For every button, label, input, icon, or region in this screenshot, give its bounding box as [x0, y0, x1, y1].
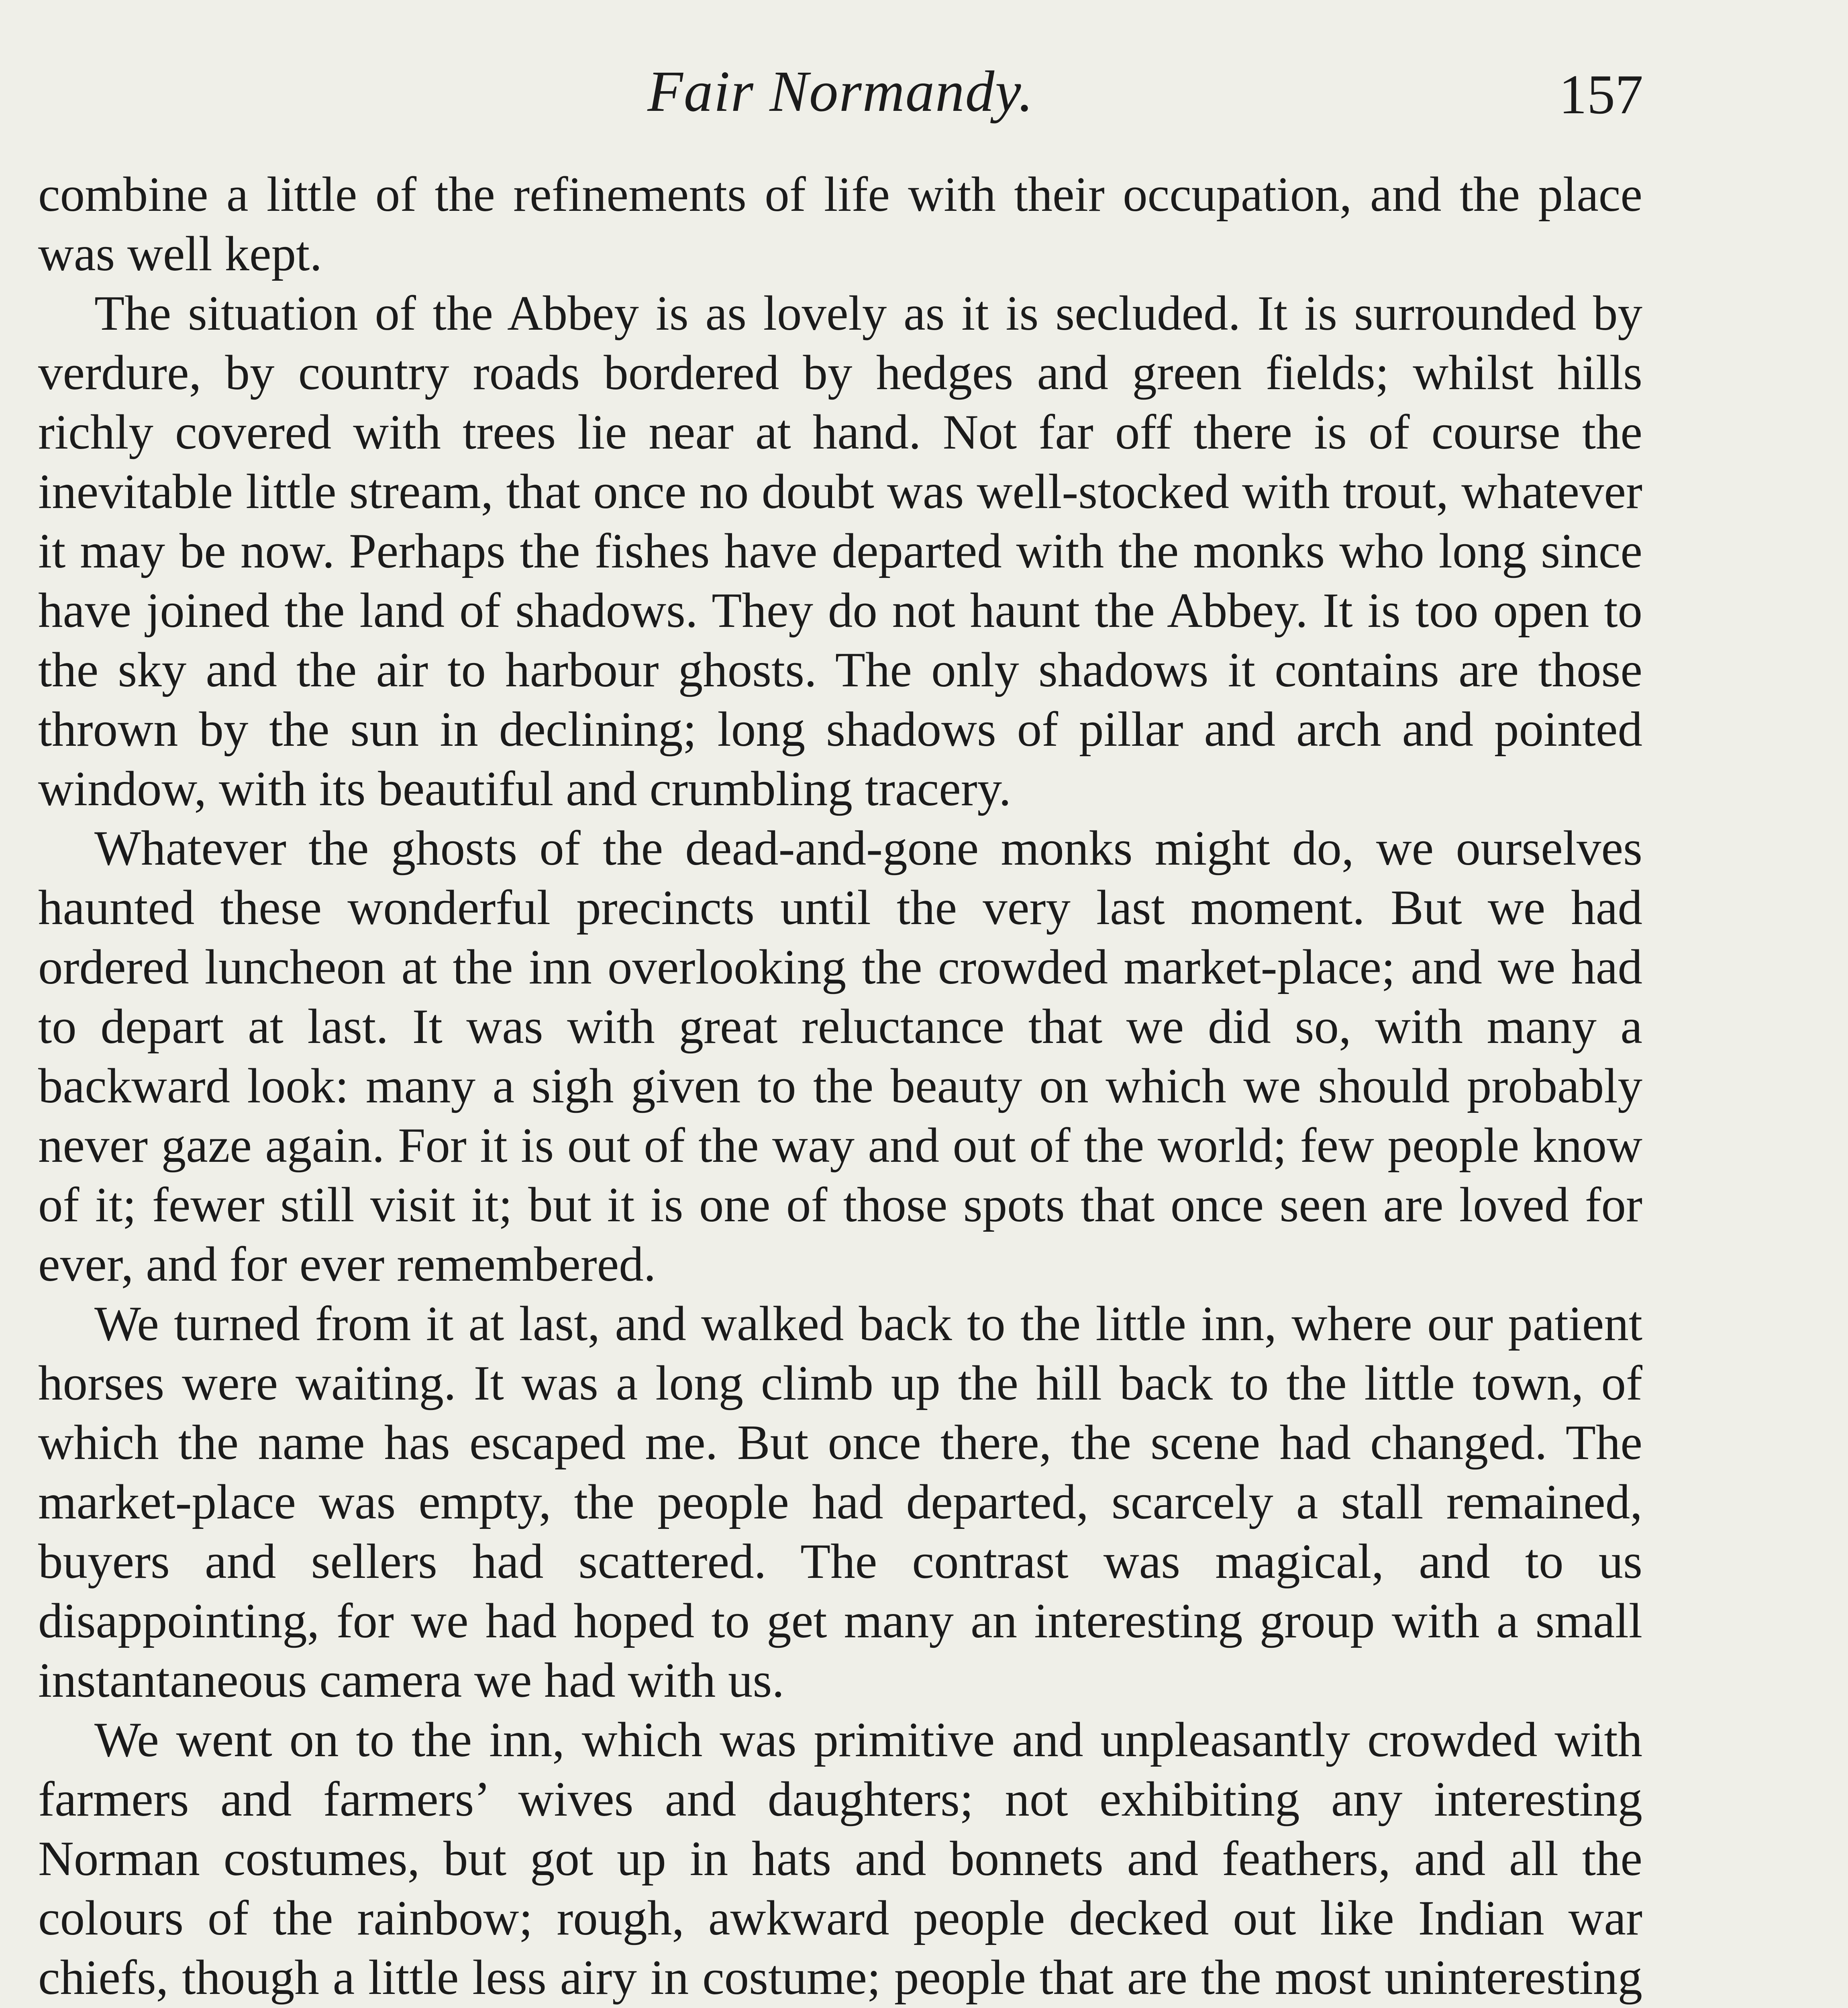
page-number: 157 — [1559, 63, 1643, 126]
paragraph-3: Whatever the ghosts of the dead-and-gone monks might do, we ourselves haunted these wonderful precincts until the very last moment. But we had ordered luncheon at the inn overlooking the crowded market-place; and we had to depart at last. It was with great reluctance that we did so, with many a backward look: many a sigh given to the beauty on which we should probably never gaze again. For it is out of the way and out of the world; few people know of it; fewer still visit it; but it is one of those spots that once seen are loved for ever, and for ever remembered. — [38, 820, 1642, 1292]
paragraph-1: combine a little of the refinements of life with their occupation, and the place was well kept. — [38, 167, 1642, 281]
paragraph-2: The situation of the Abbey is as lovely as it is secluded. It is surrounded by verdure, by country roads bordered by hedges and green fields; whilst hills richly covered with trees lie near at hand. Not far off there is of course the inevitable little stream, that once no doubt was well-stocked with trout, whatever it may be now. Perhaps the fishes have departed with the monks who long since have joined the land of shadows. They do not haunt the Abbey. It is too open to the sky and the air to harbour ghosts. The only shadows it contains are those thrown by the sun in declining; long shadows of pillar and arch and pointed window, with its beautiful and crumbling tracery. — [38, 286, 1642, 816]
paragraph-5: We went on to the inn, which was primitive and unpleasantly crowded with farmers and farmers’ wives and daughters; not exhibiting any interesting Norman costumes, but got up in hats and bonnets and feathers, and all the colours of the rainbow; rough, awkward people decked out like Indian war chiefs, though a little less airy in costume; people that are the most uninteresting — [38, 1712, 1642, 2005]
running-title: Fair Normandy. — [647, 59, 1034, 124]
page-header — [38, 48, 1643, 129]
page-body — [38, 165, 1642, 2008]
paragraph-4: We turned from it at last, and walked back to the little inn, where our patient horses were waiting. It was a long climb up the hill back to the little town, of which the name has escaped me. But once there, the scene had changed. The market-place was empty, the people had departed, scarcely a stall remained, buyers and sellers had scattered. The contrast was magical, and to us disappointing, for we had hoped to get many an interesting group with a small instantaneous camera we had with us. — [38, 1296, 1642, 1708]
